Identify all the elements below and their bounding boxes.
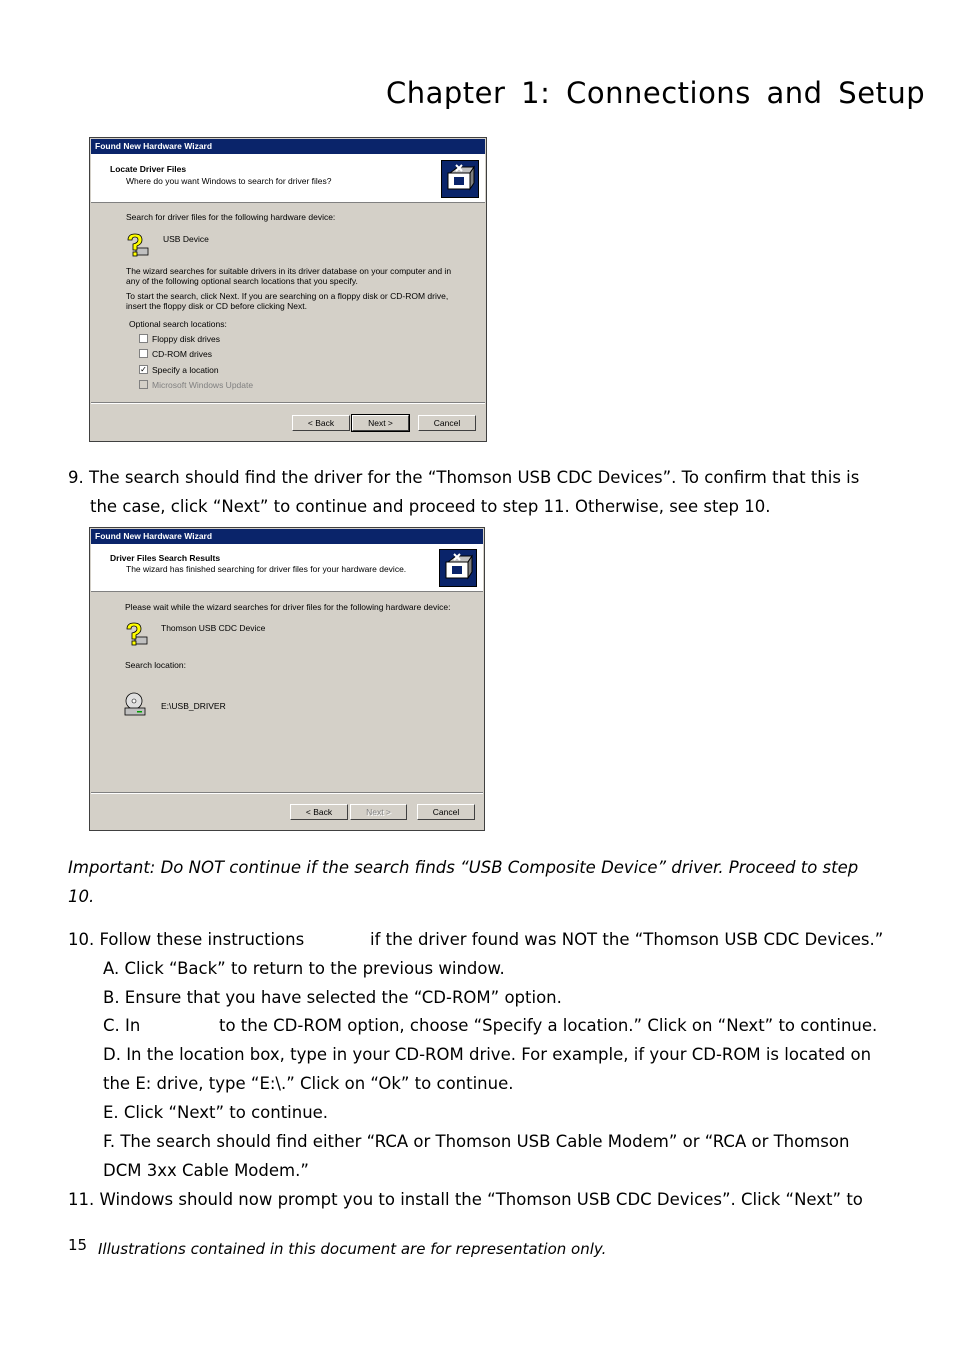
- dialog-header: [91, 544, 483, 592]
- step11-line1: 11. Windows should now prompt you to install the “Thomson USB CDC Devices”. Click “Next” to: [68, 1190, 863, 1209]
- para2-line2: insert the floppy disk or CD before clicking Next.: [126, 301, 307, 311]
- dialog-heading: Locate Driver Files: [110, 164, 187, 174]
- step10-intro-a: 10. Follow these instructions: [68, 930, 305, 949]
- step10-f1: F. The search should find either “RCA or Thomson USB Cable Modem” or “RCA or Thomson: [103, 1132, 850, 1151]
- floppy-option-label[interactable]: Floppy disk drives: [152, 334, 221, 344]
- step10-b: B. Ensure that you have selected the “CD-ROM” option.: [103, 988, 562, 1007]
- dialog-subheading: The wizard has finished searching for driver files for your hardware device.: [126, 564, 407, 574]
- para1-line1: The wizard searches for suitable drivers in its driver database on your computer and in: [126, 266, 452, 276]
- next-button: Next >: [350, 804, 407, 820]
- floppy-checkbox[interactable]: [139, 334, 148, 343]
- chapter-title: Chapter 1: Connections and Setup: [386, 76, 926, 110]
- specify-location-checkbox[interactable]: [139, 365, 148, 374]
- please-wait-label: Please wait while the wizard searches for driver files for the following hardware device:: [125, 602, 451, 612]
- step10-a: A. Click “Back” to return to the previous window.: [103, 959, 505, 978]
- locate-driver-files-dialog: [89, 137, 487, 442]
- search-location-value: E:\USB_DRIVER: [161, 701, 226, 711]
- specify-location-label[interactable]: Specify a location: [152, 365, 219, 375]
- question-icon: [123, 621, 149, 647]
- dialog-heading: Driver Files Search Results: [110, 553, 221, 563]
- important-line1: Important: Do NOT continue if the search finds “USB Composite Device” driver. Proceed to step: [68, 858, 859, 877]
- step10-intro-b: if the driver found was NOT the “Thomson USB CDC Devices.”: [370, 930, 884, 949]
- dialog-titlebar: Found New Hardware Wizard: [91, 139, 485, 154]
- step10-c-a: C. In: [103, 1016, 141, 1035]
- footer-note: Illustrations contained in this document are for representation only.: [98, 1240, 607, 1258]
- wizard-hardware-icon: [441, 160, 479, 198]
- back-button[interactable]: < Back: [292, 415, 350, 431]
- cd-drive-icon: [123, 691, 149, 717]
- para1-line2: any of the following optional search locations that you specify.: [126, 276, 358, 286]
- step9-line2: the case, click “Next” to continue and proceed to step 11. Otherwise, see step 10.: [90, 497, 771, 516]
- dialog-header: [91, 154, 485, 203]
- optional-locations-label: Optional search locations:: [129, 319, 227, 329]
- search-for-label: Search for driver files for the following hardware device:: [126, 212, 336, 222]
- windows-update-checkbox: [139, 380, 148, 389]
- wizard-hardware-icon: [439, 549, 477, 587]
- driver-search-results-dialog: [89, 527, 485, 831]
- button-separator: [91, 792, 483, 794]
- important-line2: 10.: [68, 887, 95, 906]
- cancel-button[interactable]: Cancel: [418, 415, 476, 431]
- dialog-subheading: Where do you want Windows to search for driver files?: [126, 176, 332, 186]
- back-button[interactable]: < Back: [290, 804, 348, 820]
- device-name: Thomson USB CDC Device: [161, 623, 266, 633]
- cdrom-checkbox[interactable]: [139, 349, 148, 358]
- page-number: 15: [68, 1236, 88, 1254]
- next-button[interactable]: Next >: [352, 415, 409, 431]
- step9-line1: 9. The search should find the driver for the “Thomson USB CDC Devices”. To confirm that this is: [68, 468, 860, 487]
- step10-e: E. Click “Next” to continue.: [103, 1103, 329, 1122]
- checkmark-icon: ✓: [140, 365, 147, 374]
- device-name: USB Device: [163, 234, 209, 244]
- question-icon: [124, 232, 150, 258]
- cancel-button[interactable]: Cancel: [417, 804, 475, 820]
- step10-d2: the E: drive, type “E:\.” Click on “Ok” to continue.: [103, 1074, 514, 1093]
- step10-f2: DCM 3xx Cable Modem.”: [103, 1161, 309, 1180]
- step10-d1: D. In the location box, type in your CD-ROM drive. For example, if your CD-ROM is located on: [103, 1045, 872, 1064]
- search-location-label: Search location:: [125, 660, 186, 670]
- para2-line1: To start the search, click Next. If you are searching on a floppy disk or CD-ROM drive,: [126, 291, 449, 301]
- windows-update-label: Microsoft Windows Update: [152, 380, 254, 390]
- step10-c-b: to the CD-ROM option, choose “Specify a location.” Click on “Next” to continue.: [219, 1016, 878, 1035]
- cdrom-option-label[interactable]: CD-ROM drives: [152, 349, 212, 359]
- dialog-titlebar: Found New Hardware Wizard: [91, 529, 483, 544]
- button-separator: [91, 402, 485, 404]
